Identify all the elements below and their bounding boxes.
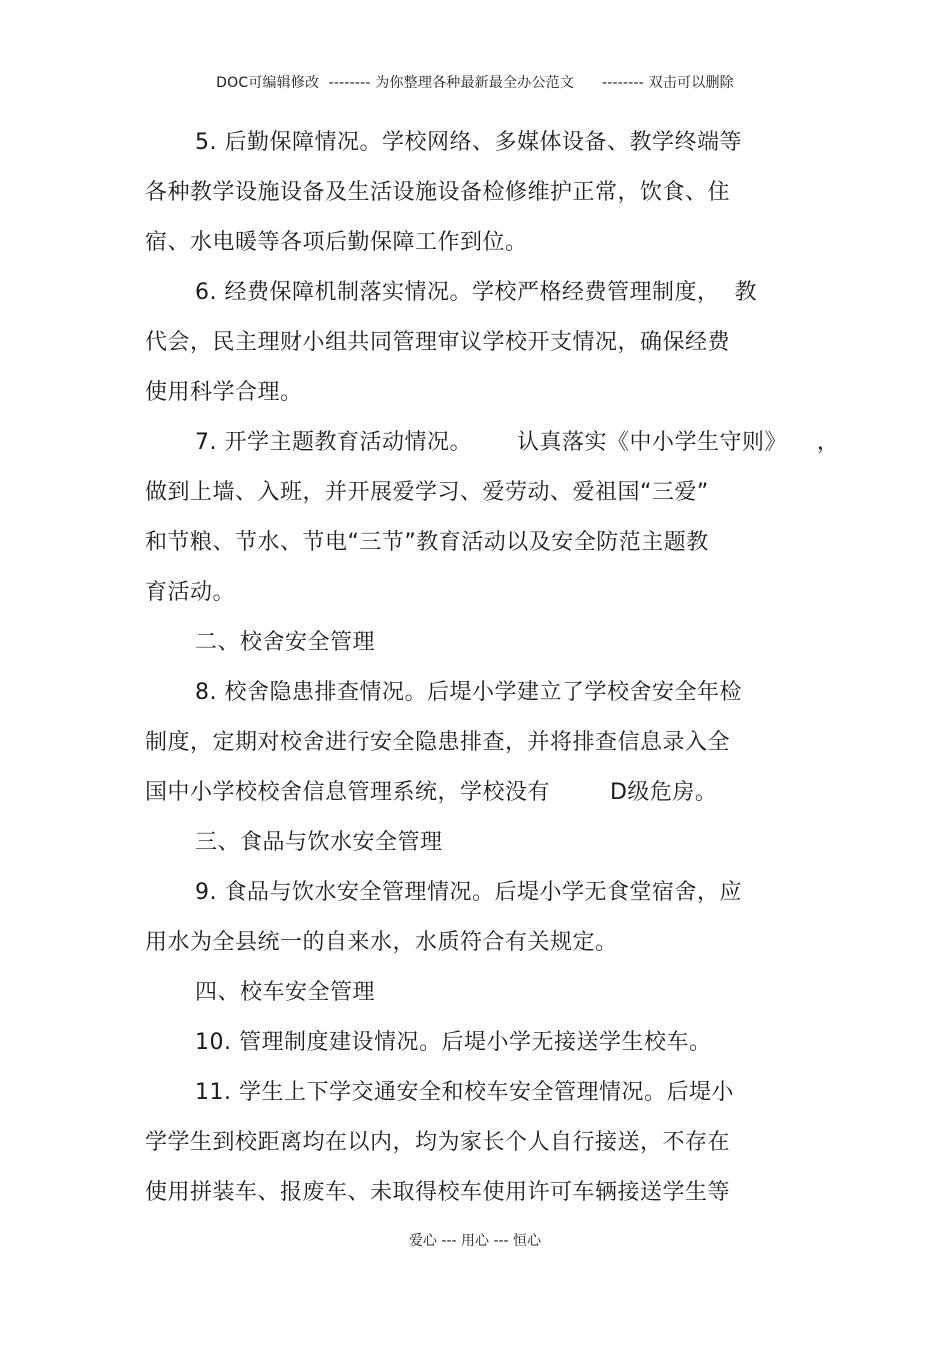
paragraph-line: 使用科学合理。 xyxy=(145,380,303,405)
paragraph-line: 育活动。 xyxy=(145,580,236,605)
paragraph-line: 代会，民主理财小组共同管理审议学校开支情况，确保经费 xyxy=(145,330,731,355)
paragraph-line: 各种教学设施设备及生活设施设备检修维护正常，饮食、住 xyxy=(145,180,731,205)
paragraph-line: 制度，定期对校舍进行安全隐患排查，并将排查信息录入全 xyxy=(145,730,731,755)
page-header: DOC可编辑修改 -------- 为你整理各种最新最全办公范文 -------- 双击可以删除 xyxy=(216,75,734,91)
paragraph-line: 6. 经费保障机制落实情况。学校严格经费管理制度， 教 xyxy=(195,280,757,305)
paragraph-line: 8. 校舍隐患排查情况。后堤小学建立了学校舍安全年检 xyxy=(195,680,742,705)
section-heading: 四、校车安全管理 xyxy=(195,980,376,1005)
page-footer: 爱心 --- 用心 --- 恒心 xyxy=(408,1233,542,1249)
paragraph-line: 5. 后勤保障情况。学校网络、多媒体设备、教学终端等 xyxy=(195,130,742,155)
paragraph-line: 10. 管理制度建设情况。后堤小学无接送学生校车。 xyxy=(195,1030,712,1055)
paragraph-line: 用水为全县统一的自来水，水质符合有关规定。 xyxy=(145,930,618,955)
paragraph-line: 宿、水电暖等各项后勤保障工作到位。 xyxy=(145,230,528,255)
paragraph-line: 学学生到校距离均在以内，均为家长个人自行接送，不存在 xyxy=(145,1130,731,1155)
paragraph-line: 和节粮、节水、节电“三节”教育活动以及安全防范主题教 xyxy=(145,530,709,555)
paragraph-line: 做到上墙、入班，并开展爱学习、爱劳动、爱祖国“三爱” xyxy=(145,480,709,505)
paragraph-line: 7. 开学主题教育活动情况。 认真落实《中小学生守则》 ， xyxy=(195,430,840,455)
paragraph-line: 使用拼装车、报废车、未取得校车使用许可车辆接送学生等 xyxy=(145,1180,731,1205)
paragraph-line: 国中小学校校舍信息管理系统，学校没有 D级危房。 xyxy=(145,780,718,805)
section-heading: 三、食品与饮水安全管理 xyxy=(195,830,443,855)
section-heading: 二、校舍安全管理 xyxy=(195,630,376,655)
paragraph-line: 9. 食品与饮水安全管理情况。后堤小学无食堂宿舍，应 xyxy=(195,880,742,905)
paragraph-line: 11. 学生上下学交通安全和校车安全管理情况。后堤小 xyxy=(195,1080,734,1105)
